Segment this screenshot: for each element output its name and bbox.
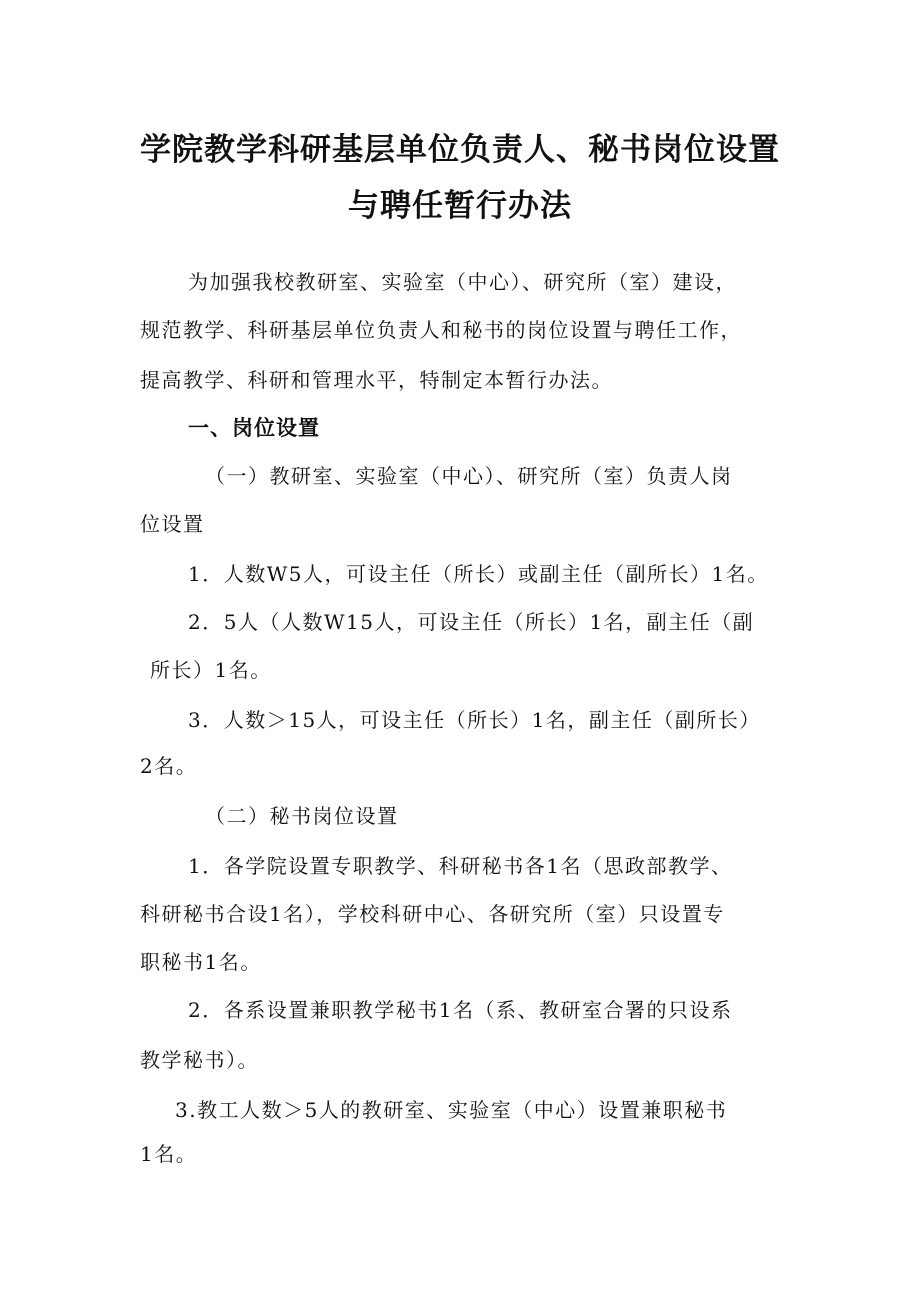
item-1-2-line-2: 所长）1名。 [150,658,272,682]
item-2-1-line-2: 科研秘书合设1名），学校科研中心、各研究所（室）只设置专 [140,902,725,926]
intro-line-1: 为加强我校教研室、实验室（中心）、研究所（室）建设， [188,270,737,294]
subsection-1-line-2: 位设置 [140,512,205,536]
intro-line-3: 提高教学、科研和管理水平，特制定本暂行办法。 [140,368,613,392]
subsection-1-line-1: （一）教研室、实验室（中心）、研究所（室）负责人岗 [205,464,733,488]
item-2-1-line-3: 职秘书1名。 [140,950,262,974]
item-2-3-line-2: 1名。 [140,1142,198,1166]
item-2-1-line-1: 1．各学院设置专职教学、科研秘书各1名（思政部教学、 [188,854,733,878]
item-2-3-line-1: 3.教工人数＞5人的教研室、实验室（中心）设置兼职秘书 [175,1098,728,1122]
item-2-2-line-1: 2．各系设置兼职教学秘书1名（系、教研室合署的只设系 [188,998,733,1022]
subsection-2-heading: （二）秘书岗位设置 [205,804,399,828]
section-heading-positions: 一、岗位设置 [188,416,320,440]
document-title-line-2: 与聘任暂行办法 [348,188,572,224]
item-1-1: 1．人数W5人，可设主任（所长）或副主任（副所长）1名。 [188,562,769,586]
item-1-2-line-1: 2．5人（人数W15人，可设主任（所长）1名，副主任（副 [188,610,755,634]
intro-line-2: 规范教学、科研基层单位负责人和秘书的岗位设置与聘任工作， [140,318,742,342]
item-2-2-line-2: 教学秘书）。 [140,1048,259,1072]
item-1-3-line-1: 3．人数＞15人，可设主任（所长）1名，副主任（副所长） [188,708,761,732]
document-title-line-1: 学院教学科研基层单位负责人、秘书岗位设置 [140,132,780,168]
item-1-3-line-2: 2名。 [140,754,198,778]
